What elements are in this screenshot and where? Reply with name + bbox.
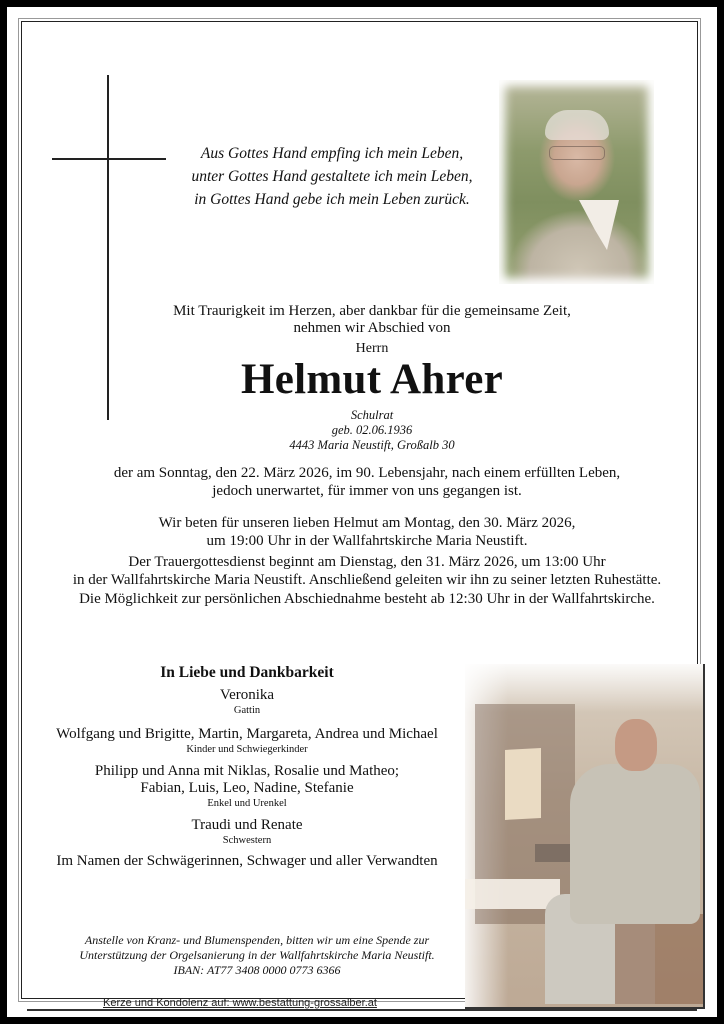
iban: IBAN: AT77 3408 0000 0773 6366 <box>173 963 341 977</box>
intro-line: Mit Traurigkeit im Herzen, aber dankbar für die gemeinsame Zeit, <box>173 303 571 319</box>
death-paragraph <box>67 465 667 500</box>
family-group-sisters <box>47 817 447 847</box>
text-line: jedoch unerwartet, für immer von uns gegangen ist. <box>212 482 522 499</box>
text-line: Anstelle von Kranz- und Blumenspenden, bitten wir um eine Spende zur <box>84 933 430 947</box>
text-line: Die Möglichkeit zur persönlichen Abschiednahme besteht ab 12:30 Uhr in der Wallfahrtskirche. <box>79 591 655 607</box>
family-group-grandchildren <box>47 763 447 810</box>
deceased-name: Helmut Ahrer <box>241 356 503 403</box>
organ-photo <box>465 664 705 1009</box>
family-role: Schwestern <box>222 835 272 846</box>
verse-line: in Gottes Hand gebe ich mein Leben zurück. <box>194 191 470 208</box>
portrait-glasses <box>549 146 605 160</box>
family-names: Philipp und Anna mit Niklas, Rosalie und Matheo; <box>94 763 400 779</box>
condolence-link[interactable]: Kerze und Kondolenz auf: www.bestattung-grossalber.at <box>103 997 377 1009</box>
deceased-address: 4443 Maria Neustift, Großalb 30 <box>289 438 455 452</box>
family-role: Gattin <box>233 705 261 716</box>
farewell-paragraph <box>67 591 667 609</box>
text-line: Der Trauergottesdienst beginnt am Dienstag, den 31. März 2026, um 13:00 Uhr <box>128 554 606 570</box>
family-names: Fabian, Luis, Leo, Nadine, Stefanie <box>140 780 354 796</box>
portrait-collar <box>579 200 619 250</box>
family-names: Veronika <box>219 687 275 703</box>
salutation: Herrn <box>355 341 389 356</box>
verse-line: Aus Gottes Hand empfing ich mein Leben, <box>200 145 464 162</box>
deceased-birthdate: geb. 02.06.1936 <box>331 423 413 437</box>
family-names: Wolfgang und Brigitte, Martin, Margareta, Andrea und Michael <box>56 726 438 742</box>
deceased-details <box>137 408 607 453</box>
bottom-rule <box>27 1009 697 1011</box>
family-group-spouse <box>47 687 447 717</box>
donation-note <box>47 933 467 978</box>
deceased-title: Schulrat <box>350 408 394 422</box>
text-line: um 19:00 Uhr in der Wallfahrtskirche Maria Neustift. <box>206 532 528 549</box>
photo-border <box>465 664 705 1009</box>
verse-line: unter Gottes Hand gestaltete ich mein Leben, <box>191 168 473 185</box>
portrait-photo <box>499 80 654 284</box>
intro-line: nehmen wir Abschied von <box>293 320 451 336</box>
cross-icon-vertical <box>107 75 109 420</box>
cross-icon-horizontal <box>52 158 166 160</box>
text-line: Unterstützung der Orgelsanierung in der Wallfahrtskirche Maria Neustift. <box>79 948 435 962</box>
text-line: Wir beten für unseren lieben Helmut am Montag, den 30. März 2026, <box>158 515 576 531</box>
family-role: Kinder und Schwiegerkinder <box>186 744 308 755</box>
prayer-paragraph <box>67 515 667 550</box>
obituary-sheet <box>7 7 717 1017</box>
family-role: Enkel und Urenkel <box>207 798 287 809</box>
family-names: Traudi und Renate <box>191 817 303 833</box>
service-paragraph <box>67 554 667 589</box>
text-line: der am Sonntag, den 22. März 2026, im 90. Lebensjahr, nach einem erfüllten Leben, <box>113 465 621 481</box>
intro-text <box>137 303 607 337</box>
family-group-children <box>47 726 447 756</box>
family-heading: In Liebe und Dankbarkeit <box>160 664 334 681</box>
family-names: Im Namen der Schwägerinnen, Schwager und aller Verwandten <box>56 853 438 869</box>
portrait-hair <box>545 110 609 140</box>
text-line: in der Wallfahrtskirche Maria Neustift. Anschließend geleiten wir ihn zu seiner letzten Ruhestätte. <box>72 571 662 588</box>
family-group-relatives <box>47 853 447 870</box>
verse <box>167 142 497 211</box>
